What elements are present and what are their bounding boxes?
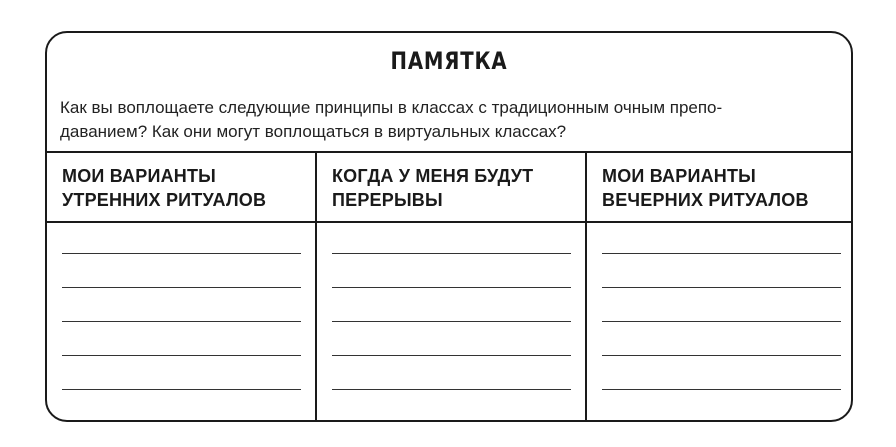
column-evening-rituals <box>587 153 853 422</box>
memo-title: ПАМЯТКА <box>390 47 508 75</box>
writing-line[interactable] <box>332 389 571 390</box>
column-header-evening <box>587 153 853 223</box>
writing-line[interactable] <box>602 321 841 322</box>
writing-line[interactable] <box>62 253 301 254</box>
column-morning-rituals <box>47 153 317 422</box>
column-header-breaks <box>317 153 589 223</box>
memo-card <box>45 31 853 422</box>
column-breaks <box>317 153 587 422</box>
column-header-line-1: МОИ ВАРИАНТЫ <box>602 166 756 186</box>
column-header-line-1: МОИ ВАРИАНТЫ <box>62 166 216 186</box>
memo-intro <box>60 96 845 144</box>
writing-line[interactable] <box>332 355 571 356</box>
column-header-line-2: УТРЕННИХ РИТУАЛОВ <box>62 190 267 210</box>
worksheet-table <box>47 151 851 422</box>
writing-line[interactable] <box>62 287 301 288</box>
writing-line[interactable] <box>602 389 841 390</box>
column-header-morning <box>47 153 319 223</box>
writing-line[interactable] <box>602 253 841 254</box>
writing-line[interactable] <box>332 253 571 254</box>
intro-line-2: даванием? Как они могут воплощаться в виртуальных классах? <box>60 122 567 141</box>
writing-line[interactable] <box>62 355 301 356</box>
column-header-line-2: ПЕРЕРЫВЫ <box>332 190 443 210</box>
writing-line[interactable] <box>62 389 301 390</box>
column-header-line-1: КОГДА У МЕНЯ БУДУТ <box>332 166 534 186</box>
column-header-line-2: ВЕЧЕРНИХ РИТУАЛОВ <box>602 190 809 210</box>
writing-line[interactable] <box>602 287 841 288</box>
intro-line-1: Как вы воплощаете следующие принципы в классах с традиционным очным препо- <box>60 98 723 117</box>
writing-line[interactable] <box>332 287 571 288</box>
writing-line[interactable] <box>332 321 571 322</box>
writing-line[interactable] <box>602 355 841 356</box>
writing-line[interactable] <box>62 321 301 322</box>
